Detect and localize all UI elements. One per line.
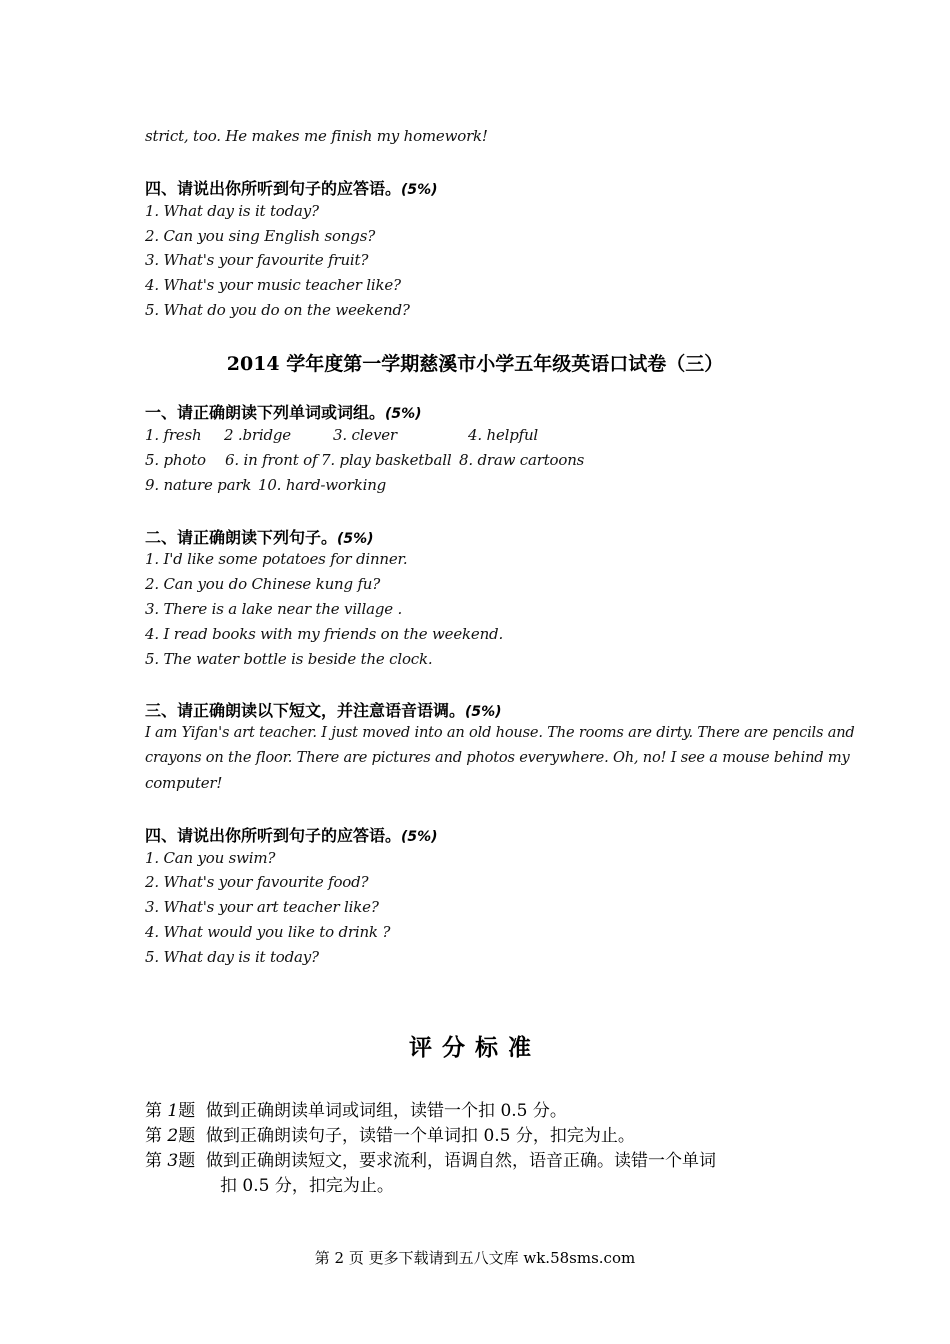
list-item: 4. I read books with my friends on the weekend. — [145, 625, 504, 643]
rule-suffix: 题 — [178, 1101, 196, 1121]
rule-text: 做到正确朗读短文，要求流利，语调自然，语音正确。读错一个单词 — [206, 1151, 717, 1171]
word-item: 8. draw cartoons — [459, 451, 585, 469]
word-item: 2 .bridge — [224, 426, 291, 444]
rule-item — [145, 1096, 567, 1121]
rule-prefix: 第 — [145, 1151, 162, 1171]
list-item: 1. Can you swim? — [145, 849, 276, 867]
list-item: 3. What's your favourite fruit? — [145, 251, 369, 269]
word-item: 6. in front of — [225, 451, 318, 469]
passage-line: computer! — [145, 774, 223, 792]
word-item: 4. helpful — [468, 426, 539, 444]
rule-text: 做到正确朗读句子，读错一个单词扣 0.5 分，扣完为止。 — [206, 1126, 635, 1146]
list-item: 1. What day is it today? — [145, 202, 319, 220]
word-item: 3. clever — [333, 426, 397, 444]
page-footer: 第 2 页 更多下载请到五八文库 wk.58sms.com — [314, 1249, 636, 1267]
list-item: 2. What's your favourite food? — [145, 873, 369, 891]
heading-text: 三、请正确朗读以下短文，并注意语音语调。 — [145, 701, 466, 720]
rule-text: 做到正确朗读单词或词组，读错一个扣 0.5 分。 — [206, 1101, 567, 1121]
heading-text: 一、请正确朗读下列单词或词组。 — [145, 403, 386, 422]
heading-text: 二、请正确朗读下列句子。 — [145, 528, 338, 547]
list-item: 4. What would you like to drink ? — [145, 923, 391, 941]
points-label: (5%) — [385, 406, 422, 422]
rule-number: 3 — [167, 1151, 179, 1171]
rule-number: 2 — [167, 1126, 179, 1146]
list-item: 3. There is a lake near the village . — [145, 600, 403, 618]
list-item: 5. The water bottle is beside the clock. — [145, 650, 433, 668]
rule-suffix: 题 — [178, 1151, 196, 1171]
points-label: (5%) — [401, 182, 438, 198]
list-item: 4. What's your music teacher like? — [145, 276, 401, 294]
word-item: 9. nature park — [145, 476, 252, 494]
word-item: 10. hard-working — [258, 476, 387, 494]
list-item: 5. What day is it today? — [145, 948, 319, 966]
exam-title: 2014 学年度第一学期慈溪市小学五年级英语口试卷（三） — [226, 353, 724, 375]
prev-section4-heading — [145, 176, 438, 199]
rule-item — [145, 1146, 716, 1171]
word-item: 1. fresh — [145, 426, 202, 444]
standards-title: 评分标准 — [409, 1035, 541, 1061]
rule-continuation: 扣 0.5 分，扣完为止。 — [220, 1176, 394, 1196]
list-item: 2. Can you do Chinese kung fu? — [145, 575, 381, 593]
rule-prefix: 第 — [145, 1101, 162, 1121]
section1-heading — [145, 400, 422, 423]
points-label: (5%) — [337, 531, 374, 547]
section4-heading — [145, 823, 438, 846]
list-item: 1. I'd like some potatoes for dinner. — [145, 550, 408, 568]
rule-number: 1 — [167, 1101, 179, 1121]
rule-prefix: 第 — [145, 1126, 162, 1146]
word-item: 5. photo — [145, 451, 206, 469]
section3-heading — [145, 698, 502, 721]
section2-heading — [145, 525, 374, 548]
points-label: (5%) — [465, 704, 502, 720]
rule-item — [145, 1121, 635, 1146]
points-label: (5%) — [401, 829, 438, 845]
passage-line: crayons on the floor. There are pictures and photos everywhere. Oh, no! I see a mouse behind my — [145, 749, 850, 766]
rule-suffix: 题 — [178, 1126, 196, 1146]
list-item: 3. What's your art teacher like? — [145, 898, 379, 916]
passage-line: I am Yifan's art teacher. I just moved into an old house. The rooms are dirty. There are pencils and — [145, 724, 855, 741]
word-item: 7. play basketball — [321, 451, 452, 469]
paragraph-fragment: strict, too. He makes me finish my homework! — [145, 127, 488, 145]
heading-text: 四、请说出你所听到句子的应答语。 — [145, 826, 402, 845]
list-item: 2. Can you sing English songs? — [145, 227, 376, 245]
list-item: 5. What do you do on the weekend? — [145, 301, 410, 319]
heading-text: 四、请说出你所听到句子的应答语。 — [145, 179, 402, 198]
